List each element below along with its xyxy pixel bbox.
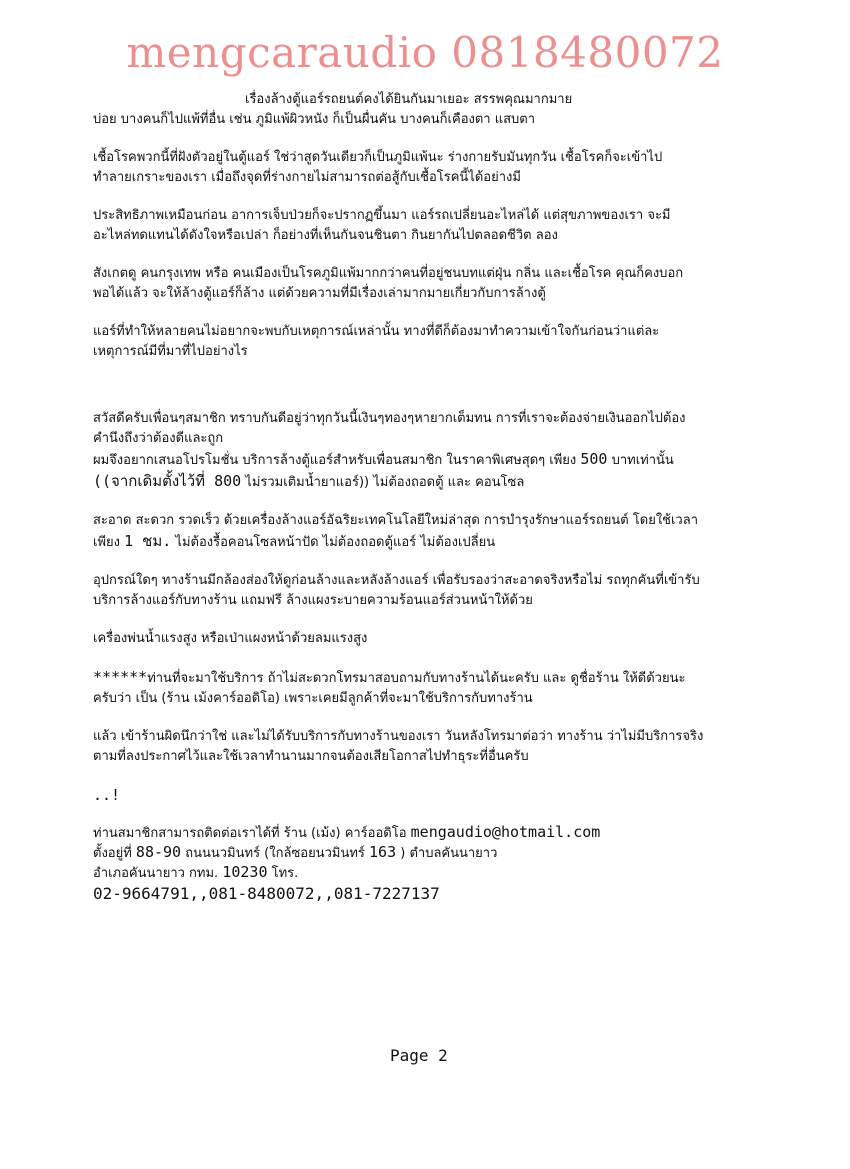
text-line: ******ท่านที่จะมาใช้บริการ ถ้าไม่สะดวกโทรมาสอบถามกับทางร้านได้นะครับ และ ดูชื่อร้าน ให้ดีด้วยนะ bbox=[93, 668, 686, 686]
postcode: 10230 bbox=[222, 863, 268, 881]
text-line: คำนึงถึงว่าต้องดีและถูก bbox=[93, 431, 224, 446]
phone-numbers: 02-9664791,,081-8480072,,081-7227137 bbox=[93, 884, 440, 903]
district-line: อำเภอคันนายาว กทม. 10230 โทร. bbox=[93, 863, 299, 881]
house-number: 88-90 bbox=[135, 843, 182, 861]
document-body bbox=[93, 90, 783, 905]
text-line: เชื้อโรคพวกนี้ที่ฝังตัวอยู่ในตู้แอร์ ใช่ว่าสูดวันเดียวก็เป็นภูมิแพ้นะ ร่างกายรับมันทุกวัน เชื้อโรคก็จะเข้าไป bbox=[93, 150, 663, 165]
text-line: ประสิทธิภาพเหมือนก่อน อาการเจ็บป่วยก็จะปรากฏขึ้นมา แอร์รถเปลี่ยนอะไหล่ได้ แต่สุขภาพของเรา จะมี bbox=[93, 208, 671, 223]
text-line: เหตุการณ์มีที่มาที่ไปอย่างไร bbox=[93, 344, 248, 359]
text-line: อุปกรณ์ใดๆ ทางร้านมีกล้องส่องให้ดูก่อนล้างและหลังล้างแอร์ เพื่อรับรองว่าสะอาดจริงหรือไม่ รถทุกคันที่เข้ารับ bbox=[93, 573, 700, 588]
contact-block bbox=[93, 823, 783, 905]
paragraph-equipment bbox=[93, 571, 783, 611]
promo-price-line: ผมจึงอยากเสนอโปรโมชั่น บริการล้างตู้แอร์สำหรับเพื่อนสมาชิก ในราคาพิเศษสุดๆ เพียง 500 บาทเท่านั้น bbox=[93, 450, 674, 468]
asterisks: ****** bbox=[93, 668, 148, 686]
text-line: บ่อย บางคนก็ไปแพ้ที่อื่น เช่น ภูมิแพ้ผิวหนัง ก็เป็นผื่นคัน บางคนก็เคืองตา แสบตา bbox=[93, 112, 536, 127]
original-price-line: ((จากเดิมตั้งไว้ที่ 800 ไม่รวมเติมน้ำยาแอร์)) ไม่ต้องถอดตู้ และ คอนโซล bbox=[93, 472, 525, 490]
soi-number: 163 bbox=[369, 843, 397, 861]
text-line: บริการล้างแอร์กับทางร้าน แถมฟรี ล้างแผงระบายความร้อนแอร์ส่วนหน้าให้ด้วย bbox=[93, 593, 533, 608]
contact-line: ท่านสมาชิกสามารถติดต่อเราได้ที่ ร้าน (เม้ง) คาร์ออดิโอ mengaudio@hotmail.com bbox=[93, 823, 601, 841]
text-line: เครื่องพ่นน้ำแรงสูง หรือเป่าแผงหน้าด้วยลมแรงสูง bbox=[93, 631, 368, 646]
text-line: สวัสดีครับเพื่อนๆสมาชิก ทราบกันดีอยู่ว่าทุกวันนี้เงินๆทองๆหายากเต็มทน การที่เราจะต้องจ่ายเงินออกไปต้อง bbox=[93, 411, 686, 426]
paragraph-promotion bbox=[93, 409, 783, 493]
paragraph-warning bbox=[93, 667, 783, 709]
page-number: Page 2 bbox=[390, 1046, 448, 1065]
paragraph-pressure bbox=[93, 629, 783, 649]
text-line: แอร์ที่ทำให้หลายคนไม่อยากจะพบกับเหตุการณ์เหล่านั้น ทางที่ดีก็ต้องมาทำความเข้าใจกันก่อนว่าแต่ละ bbox=[93, 324, 660, 339]
paragraph-understand bbox=[93, 322, 783, 362]
text-line: สะอาด สะดวก รวดเร็ว ด้วยเครื่องล้างแอร์อัฉริยะเทคโนโลยีใหม่ล่าสุด การบำรุงรักษาแอร์รถยนต์ โดยใช้เวลา bbox=[93, 513, 698, 528]
paragraph-intro bbox=[93, 90, 783, 130]
text-line: เพียง 1 ชม. ไม่ต้องรื้อคอนโซลหน้าปัด ไม่ต้องถอดตู้แอร์ ไม่ต้องเปลี่ยน bbox=[93, 532, 496, 550]
text-line: ครับว่า เป็น (ร้าน เม้งคาร์ออดิโอ) เพราะเคยมีลูกค้าที่จะมาใช้บริการกับทางร้าน bbox=[93, 691, 533, 706]
text-line: ทำลายเกราะของเรา เมื่อถึงจุดที่ร่างกายไม่สามารถต่อสู้กับเชื้อโรคนี้ได้อย่างมี bbox=[93, 170, 521, 185]
address-line: ตั้งอยู่ที่ 88-90 ถนนนวมินทร์ (ใกล้ซอยนวมินทร์ 163 ) ตำบลคันนายาว bbox=[93, 843, 498, 861]
text-line: ตามที่ลงประกาศไว้และใช้เวลาทำนานมากจนต้องเสียโอกาสไปทำธุระที่อื่นครับ bbox=[93, 749, 529, 764]
paragraph-efficiency bbox=[93, 206, 783, 246]
paragraph-complaint bbox=[93, 727, 783, 767]
promo-price: 500 bbox=[580, 450, 608, 468]
original-price: 800 bbox=[214, 472, 242, 490]
paragraph-service-speed bbox=[93, 511, 783, 553]
text-line: อะไหล่ทดแทนได้ดังใจหรือเปล่า ก็อย่างที่เห็นกันจนชินตา กินยากันไปตลอดชีวิต ลอง bbox=[93, 228, 558, 243]
text-line: แล้ว เข้าร้านผิดนึกว่าใช่ และไม่ได้รับบริการกับทางร้านของเรา วันหลังโทรมาต่อว่า ทางร้าน ว่าไม่มีบริการจริง bbox=[93, 729, 704, 744]
paragraph-observe bbox=[93, 264, 783, 304]
text-line: พอได้แล้ว จะให้ล้างตู้แอร์ก็ล้าง แต่ด้วยความที่มีเรื่องเล่ามากมายเกี่ยวกับการล้างตู้ bbox=[93, 286, 546, 301]
email-link[interactable]: mengaudio@hotmail.com bbox=[410, 823, 601, 841]
text-line: สังเกตดู คนกรุงเทพ หรือ คนเมืองเป็นโรคภูมิแพ้มากกว่าคนที่อยู่ชนบทแต่ฝุ่น กลิ่น และเชื้อโรค คุณก็คงบอก bbox=[93, 266, 684, 281]
document-title-line: เรื่องล้างตู้แอร์รถยนต์คงได้ยินกันมาเยอะ สรรพคุณมากมาย bbox=[245, 92, 573, 107]
service-hours: 1 ชม. bbox=[124, 532, 172, 550]
ellipsis-mark: ..! bbox=[93, 786, 121, 804]
watermark-text: mengcaraudio 0818480072 bbox=[126, 28, 724, 77]
paragraph-germs bbox=[93, 148, 783, 188]
